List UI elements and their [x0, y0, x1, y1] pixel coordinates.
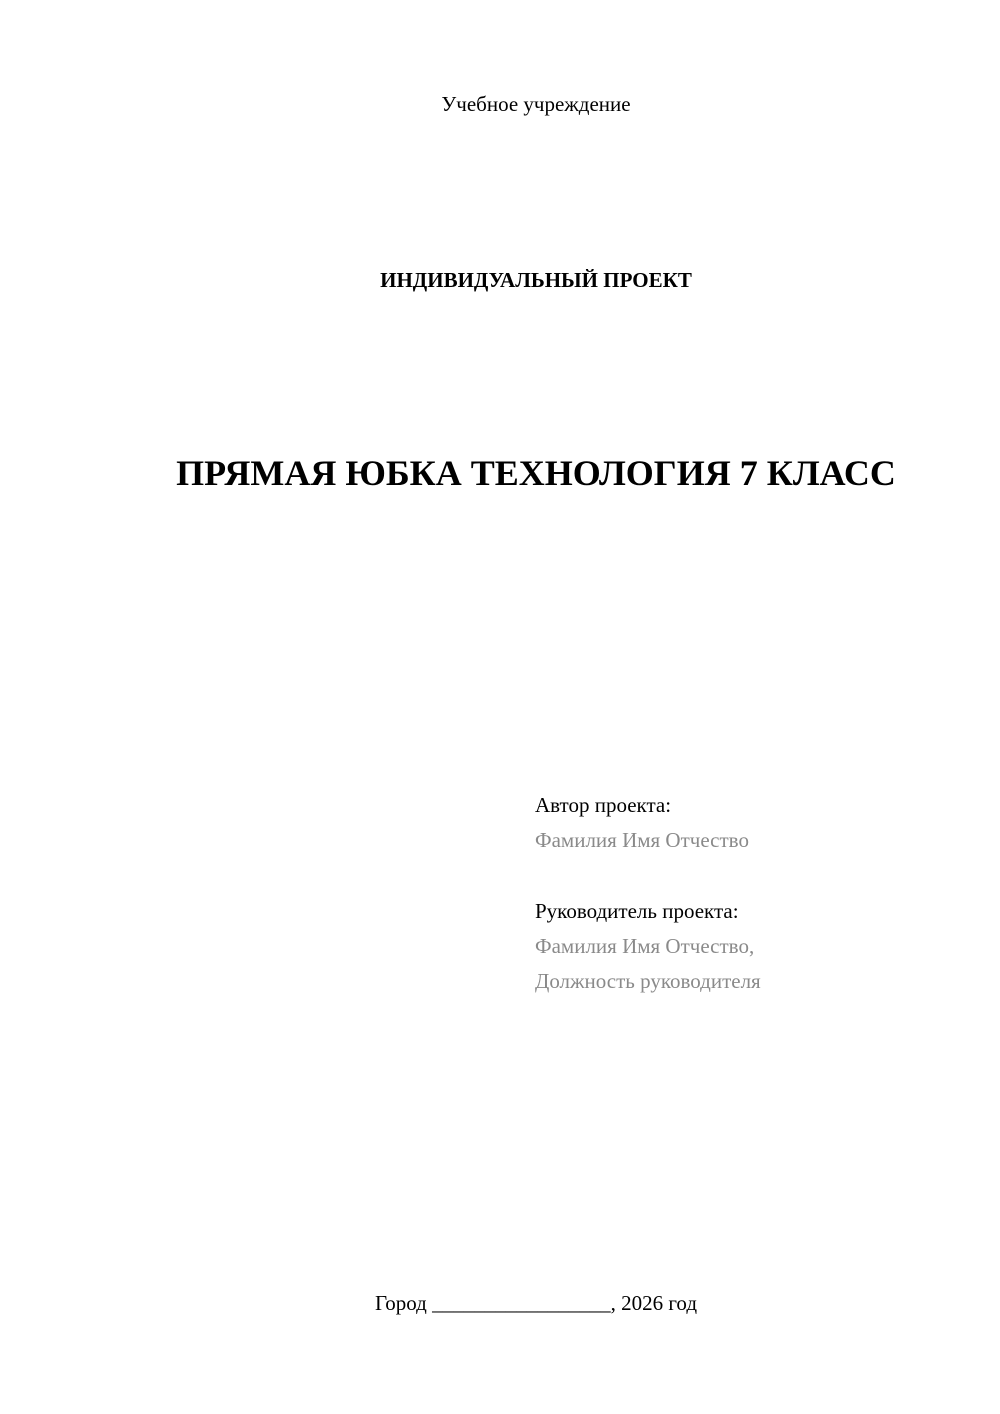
project-title: ПРЯМАЯ ЮБКА ТЕХНОЛОГИЯ 7 КЛАСС — [176, 453, 896, 493]
info-spacer — [535, 858, 975, 894]
document-type: ИНДИВИДУАЛЬНЫЙ ПРОЕКТ — [380, 268, 692, 292]
supervisor-name: Фамилия Имя Отчество, — [535, 934, 755, 958]
project-info-block — [535, 788, 975, 999]
supervisor-label: Руководитель проекта: — [535, 899, 739, 923]
city-year-line: Город _________________, 2026 год — [374, 1291, 698, 1315]
supervisor-position: Должность руководителя — [535, 969, 761, 993]
author-label: Автор проекта: — [535, 793, 672, 817]
institution-name: Учебное учреждение — [441, 92, 631, 116]
author-name: Фамилия Имя Отчество — [535, 828, 749, 852]
